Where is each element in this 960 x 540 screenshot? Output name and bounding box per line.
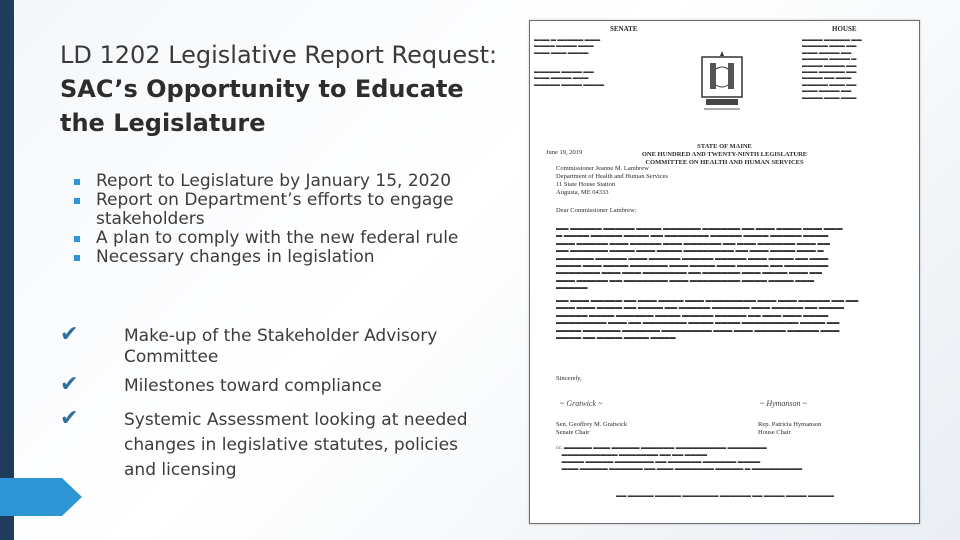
check-item: ✔ Systemic Assessment looking at needed changes in legislative statutes, policies and licensing — [60, 406, 468, 480]
letter-signer1-role: Senate Chair — [556, 429, 590, 436]
checkmark-icon: ✔ — [60, 372, 79, 397]
letter-signer1: Sen. Geoffrey M. Gratwick — [556, 421, 628, 428]
letter-footer: ▬▬ ▬▬▬▬▬ ▬▬▬▬▬ ▬▬▬▬▬▬▬ ▬▬▬▬▬▬ ▬▬ ▬▬▬▬ ▬▬▬▬ ▬▬▬▬▬ — [616, 493, 834, 499]
bullet-item: Report to Legislature by January 15, 2020 — [96, 172, 496, 191]
corner-arrow-shape — [0, 478, 82, 516]
letter-house-heading: HOUSE — [832, 25, 857, 33]
square-bullet-icon — [74, 179, 80, 185]
check-item: ✔ Milestones toward compliance — [60, 372, 382, 397]
letter-legislature-line: ONE HUNDRED AND TWENTY-NINTH LEGISLATURE — [641, 151, 808, 158]
bullet-list — [96, 172, 496, 267]
bullet-item: Report on Department’s efforts to engage stakeholders — [96, 191, 496, 229]
letter-body-paragraph: ▬▬ ▬▬▬▬▬ ▬▬▬▬▬ ▬▬▬▬ ▬▬▬▬▬▬ ▬▬▬▬▬▬ ▬▬ ▬▬▬ ▬▬▬▬ ▬▬▬ ▬▬▬ ▬ ▬▬▬▬ ▬▬▬▬▬ ▬▬▬▬ ▬▬ ▬▬▬▬▬▬▬ ▬▬▬▬▬ ▬▬▬▬ ▬▬▬▬▬ ▬▬▬▬ ▬▬▬ ▬▬▬▬▬ ▬▬▬ ▬▬▬▬▬ ▬▬▬ ▬▬▬▬▬▬ ▬▬ ▬▬▬ ▬▬▬▬▬▬ ▬▬▬ ▬▬ ▬▬ ▬▬▬▬▬▬ ▬▬▬▬ ▬▬▬ ▬▬▬▬ ▬▬▬▬▬▬▬▬ ▬▬ ▬▬▬ ▬▬▬▬ ▬▬▬ ▬ ▬▬▬▬▬▬ ▬▬▬▬▬ ▬▬▬ ▬▬▬▬▬ ▬▬▬▬▬ ▬▬▬▬▬ ▬▬▬ ▬▬▬▬ ▬▬ ▬▬▬ ▬▬▬▬ ▬▬▬ ▬▬▬▬ ▬▬▬▬▬▬ ▬▬▬ ▬▬▬▬ ▬▬▬ ▬▬▬▬▬ ▬▬ ▬▬▬▬▬▬▬ ▬▬▬▬▬▬▬ ▬▬▬ ▬▬▬ ▬▬▬▬▬▬▬ ▬▬ ▬▬▬▬▬▬ ▬▬▬ ▬▬▬▬ ▬▬▬ ▬▬ ▬▬▬ ▬▬▬▬▬ ▬▬ ▬▬▬▬▬▬▬ ▬▬▬ ▬▬▬▬▬▬▬▬ ▬▬▬▬ ▬▬▬▬ ▬▬▬ ▬▬▬▬▬ — [556, 225, 843, 292]
letter-addressee: Commissioner Jeanne M. Lambrew — [556, 165, 649, 172]
letter-address-line: 11 State House Station — [556, 181, 616, 188]
letter-senate-members: ▬▬▬ ▬ ▬▬▬▬▬ ▬▬▬ ▬▬▬▬ ▬▬▬▬ ▬▬▬ ▬▬▬ ▬▬▬ ▬▬▬▬ ▬▬▬▬▬ ▬▬▬▬ ▬▬ ▬▬▬ ▬▬▬▬ ▬▬▬ ▬▬▬▬▬ ▬▬▬▬ ▬▬▬▬ — [534, 37, 605, 88]
letter-closing: Sincerely, — [556, 375, 582, 382]
slide-title — [60, 38, 510, 140]
letter-signer2: Rep. Patricia Hymanson — [758, 421, 822, 428]
maine-seal-icon — [696, 49, 748, 115]
letter-house-members: ▬▬▬▬ ▬▬▬▬▬ ▬▬ ▬▬▬▬▬ ▬▬▬ ▬▬ ▬▬▬ ▬▬▬▬ ▬▬ ▬▬▬▬▬ ▬▬▬▬ ▬ ▬▬▬▬ ▬▬▬▬ ▬▬ ▬▬▬ ▬▬▬▬▬ ▬▬ ▬▬▬▬ ▬▬ ▬▬▬ ▬▬▬▬▬ ▬▬▬ ▬▬ ▬▬▬ ▬▬▬▬ ▬▬ ▬▬▬▬ ▬▬▬ ▬▬▬ — [802, 37, 862, 101]
letter-state-line: STATE OF MAINE — [697, 143, 752, 150]
square-bullet-icon — [74, 255, 80, 261]
checkmark-icon: ✔ — [60, 406, 79, 431]
square-bullet-icon — [74, 236, 80, 242]
letter-committee-line: COMMITTEE ON HEALTH AND HUMAN SERVICES — [645, 159, 804, 166]
letter-salutation: Dear Commissioner Lambrew: — [556, 207, 637, 214]
letter-senate-heading: SENATE — [610, 25, 638, 33]
check-item: ✔ Make-up of the Stakeholder Advisory Committee — [60, 322, 438, 367]
bullet-item: A plan to comply with the new federal rule — [96, 229, 496, 248]
signature-representative: ~ Hymanson ~ — [760, 399, 807, 408]
letter-date: June 19, 2019 — [546, 149, 583, 156]
letter-body-paragraph: ▬▬ ▬▬▬ ▬▬▬▬▬ ▬▬ ▬▬▬ ▬▬▬▬ ▬▬▬ ▬▬▬▬▬▬▬▬ ▬▬▬ ▬▬▬ ▬▬▬▬▬ ▬▬ ▬▬ ▬▬▬ ▬▬▬ ▬▬▬▬ ▬▬ ▬▬▬▬ ▬▬ ▬▬▬▬▬ ▬▬▬▬▬▬ ▬▬▬ ▬▬▬▬▬ ▬▬ ▬▬▬▬ ▬▬▬▬▬ ▬▬▬▬ ▬▬▬▬▬▬ ▬▬▬▬ ▬▬▬▬▬ ▬▬▬▬▬ ▬▬ ▬▬▬ ▬▬▬ ▬▬▬▬ ▬▬▬▬▬▬▬▬ ▬▬▬ ▬▬ ▬▬▬▬▬▬▬ ▬▬▬▬ ▬▬▬▬ ▬▬▬▬▬▬▬▬▬ ▬▬▬▬ ▬▬ ▬▬▬▬ ▬▬▬▬▬▬ ▬▬▬▬▬▬ ▬▬▬▬▬▬▬▬ ▬▬▬ ▬▬▬ ▬▬▬▬▬ ▬▬▬▬▬ ▬▬▬ ▬▬▬▬ ▬▬ ▬▬▬▬ ▬▬▬▬ ▬▬▬▬ — [556, 297, 859, 342]
title-plain: LD 1202 Legislative Report Request: — [60, 41, 498, 69]
checklist — [60, 322, 480, 483]
checkmark-icon: ✔ — [60, 322, 79, 347]
letter-address-line: Department of Health and Human Services — [556, 173, 669, 180]
letter-image — [529, 20, 920, 524]
letter-cc-list: cc: ▬▬▬▬▬ ▬▬▬ ▬▬▬▬▬ ▬▬▬▬▬▬ ▬▬▬▬▬▬▬▬▬ ▬▬▬▬▬▬▬ ▬▬▬▬▬▬▬▬▬▬ ▬▬▬▬▬▬▬ ▬▬ ▬▬ ▬▬▬▬ ▬▬▬▬ ▬▬▬▬▬ ▬▬▬▬▬▬▬ ▬▬ ▬▬▬▬▬▬ ▬▬▬▬▬▬ ▬▬▬▬ ▬▬▬ ▬▬▬▬▬ ▬▬▬▬▬▬ ▬▬ ▬▬▬ ▬▬▬▬▬▬▬ ▬▬▬▬▬ ▬ ▬▬▬▬▬▬▬▬▬ — [556, 445, 803, 472]
signature-senator: ~ Gratwick ~ — [560, 399, 603, 408]
left-accent-bar — [0, 0, 14, 540]
letter-signer2-role: House Chair — [758, 429, 791, 436]
bullet-item: Necessary changes in legislation — [96, 248, 496, 267]
square-bullet-icon — [74, 198, 80, 204]
letter-address-line: Augusta, ME 04333 — [556, 189, 609, 196]
title-bold: SAC’s Opportunity to Educate the Legislature — [60, 75, 464, 137]
